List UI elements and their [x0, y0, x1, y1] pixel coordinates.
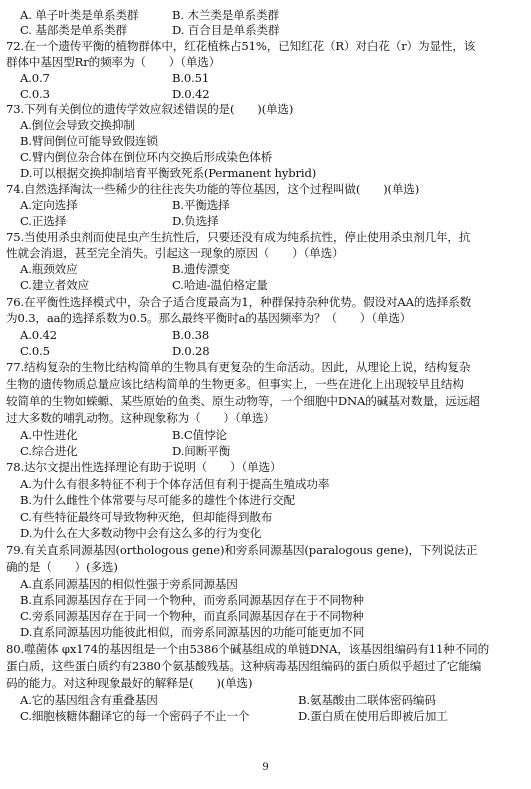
- q79-option-d: D.直系同源基因功能彼此相似，而旁系同源基因的功能可能更加不同: [20, 625, 365, 639]
- q77-option-a: A.中性进化: [20, 428, 78, 442]
- q73-option-a: A.倒位会导致交换抑制: [20, 118, 135, 132]
- q77-option-c: C.综合进化: [20, 444, 78, 458]
- q76-stem-line2: 为0.3，aa的选择系数为0.5。那么最终平衡时a的基因频率为？（ ）（单选）: [6, 311, 412, 325]
- q73-option-d: D.可以根据交换抑制培育平衡致死系(Permanent hybrid): [20, 166, 317, 180]
- q72-stem-line2: 群体中基因型Rr的频率为（ ）（单选）: [6, 55, 221, 69]
- q78-stem: 78.达尔文提出性选择理论有助于说明（ ）（单选）: [6, 460, 282, 474]
- q76-option-b: B.0.38: [172, 328, 210, 342]
- q74-option-b: B.平衡选择: [172, 198, 230, 212]
- q77-stem-line3: 较简单的生物如蝾螈、某些原始的鱼类、原生动物等，一个细胞中DNA的碱基对数量，远远超: [6, 394, 480, 408]
- q75-option-a: A.瓶颈效应: [20, 262, 78, 276]
- q75-stem-line1: 75.当使用杀虫剂而使昆虫产生抗性后，只要还没有成为纯系抗性，停止使用杀虫剂几年，抗: [6, 230, 471, 244]
- q77-option-b: B.C值悖论: [172, 428, 227, 442]
- q80-option-b: B.氨基酸由二联体密码编码: [298, 693, 436, 707]
- q79-stem-line2: 确的是（ ）(多选): [6, 560, 118, 574]
- q72-stem-line1: 72.在一个遗传平衡的植物群体中，红花植株占51%，已知红花（R）对白花（r）为显性，该: [6, 39, 476, 53]
- q80-option-a: A.它的基因组含有重叠基因: [20, 693, 158, 707]
- q80-option-d: D.蛋白质在使用后即被后加工: [298, 709, 448, 723]
- q72-option-a: A.0.7: [20, 71, 50, 85]
- q72-option-b: B.0.51: [172, 71, 210, 85]
- q75-option-c: C.建立者效应: [20, 278, 90, 292]
- q80-stem-line1: 80.噬菌体 φx174的基因组是一个由5386个碱基组成的单链DNA，该基因组编码有11种不同的: [6, 642, 490, 656]
- q74-option-c: C.正选择: [20, 214, 67, 228]
- top-option-d: D. 百合目是单系类群: [172, 23, 280, 37]
- q77-stem-line4: 过大多数的哺乳动物。这种现象称为（ ）（单选）: [6, 411, 275, 425]
- q78-option-c: C.有些特征最终可导致物种灭绝，但却能得到散布: [20, 510, 273, 524]
- q76-option-c: C.0.5: [20, 344, 50, 358]
- q73-option-b: B.臂间倒位可能导致假连锁: [20, 134, 158, 148]
- q77-stem-line1: 77.结构复杂的生物比结构简单的生物具有更复杂的生命活动。因此，从理论上说，结构复杂: [6, 360, 471, 374]
- q76-option-a: A.0.42: [20, 328, 57, 342]
- q80-stem-line3: 码的能力。对这种现象最好的解释是( )(单选): [6, 676, 253, 690]
- q78-option-a: A.为什么有很多特征不利于个体存活但有利于提高生殖成功率: [20, 477, 330, 491]
- q80-option-c: C.细胞核糖体翻译它的每一个密码子不止一个: [20, 709, 250, 723]
- q72-option-c: C.0.3: [20, 87, 50, 101]
- q75-option-d: C.哈迪-温伯格定量: [172, 278, 268, 292]
- q79-stem-line1: 79.有关直系同源基因(orthologous gene)和旁系同源基因(paralogous gene)，下列说法正: [6, 543, 478, 557]
- page-number: 9: [262, 762, 269, 773]
- q75-option-b: B.遗传漂变: [172, 262, 230, 276]
- q77-option-d: D.间断平衡: [172, 444, 231, 458]
- q79-option-b: B.直系同源基因存在于同一个物种，而旁系同源基因存在于不同物种: [20, 593, 364, 607]
- q76-option-d: D.0.28: [172, 344, 210, 358]
- q74-stem: 74.自然选择淘汰一些稀少的往往丧失功能的等位基因，这个过程叫做( )(单选): [6, 182, 420, 196]
- q79-option-c: C.旁系同源基因存在于同一个物种，而直系同源基因存在于不同物种: [20, 609, 364, 623]
- q80-stem-line2: 蛋白质，这些蛋白质约有2380个氨基酸残基。这种病毒基因组编码的蛋白质似乎超过了它能编: [6, 659, 482, 673]
- top-option-c: C. 基部类是单系类群: [20, 23, 127, 37]
- q78-option-d: D.为什么在大多数动物中会有这么多的行为变化: [20, 526, 262, 540]
- q78-option-b: B.为什么雌性个体常要与尽可能多的雄性个体进行交配: [20, 493, 296, 507]
- top-option-b: B. 木兰类是单系类群: [172, 8, 279, 22]
- top-option-a: A. 单子叶类是单系类群: [20, 8, 139, 22]
- q73-option-c: C.臂内倒位杂合体在倒位环内交换后形成染色体桥: [20, 150, 273, 164]
- q75-stem-line2: 性就会消退，甚至完全消失。引起这一现象的原因（ ）（单选）: [6, 246, 344, 260]
- q77-stem-line2: 生物的遗传物质总量应该比结构简单的生物更多。但事实上，一些在进化上出现较早且结构: [6, 377, 464, 391]
- q76-stem-line1: 76.在平衡性选择模式中，杂合子适合度最高为1，种群保持杂种优势。假设对AA的选择系数: [6, 295, 472, 309]
- q72-option-d: D.0.42: [172, 87, 210, 101]
- q73-stem: 73.下列有关倒位的遗传学效应叙述错误的是( )(单选): [6, 102, 294, 116]
- q79-option-a: A.直系同源基因的相似性强于旁系同源基因: [20, 577, 238, 591]
- q74-option-a: A.定向选择: [20, 198, 78, 212]
- q74-option-d: D.负选择: [172, 214, 219, 228]
